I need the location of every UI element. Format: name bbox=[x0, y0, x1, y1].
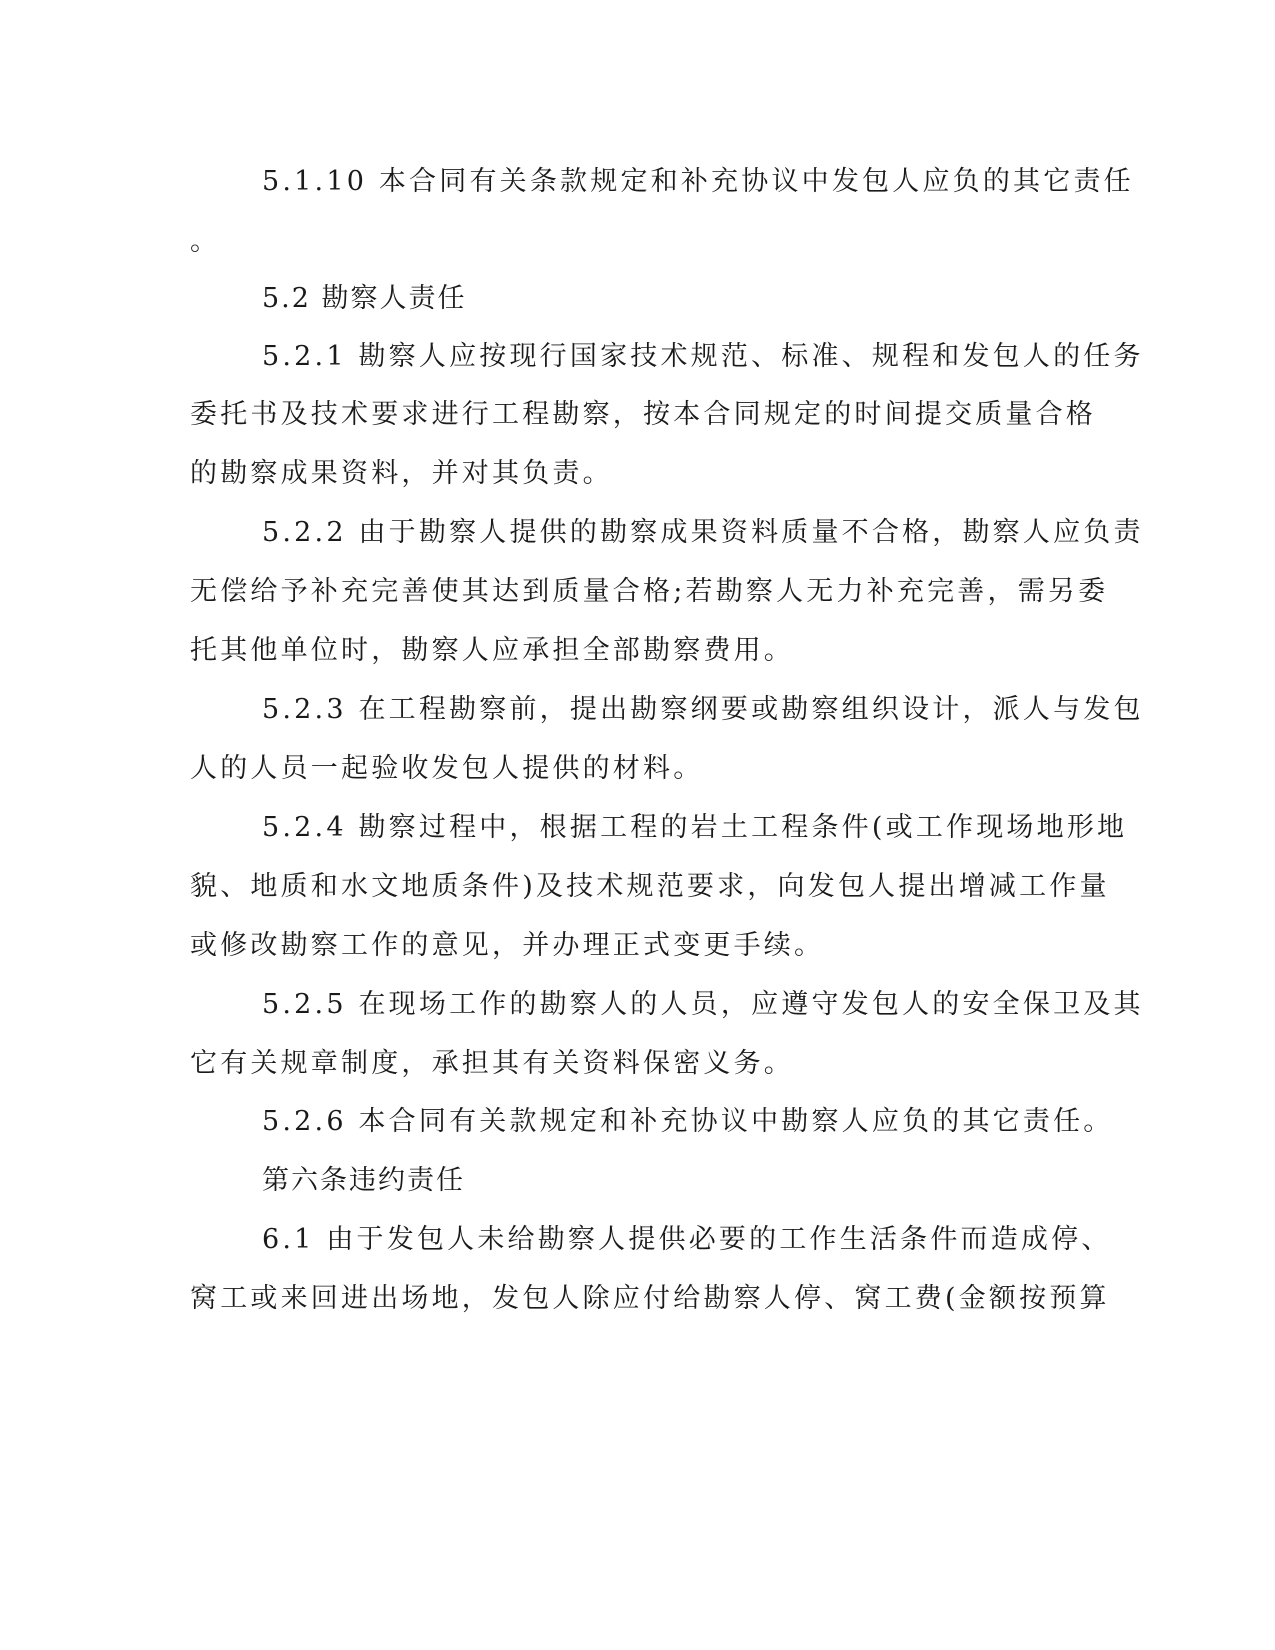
text-line-5-2-5-cont: 它有关规章制度，承担其有关资料保密义务。 bbox=[190, 1048, 794, 1079]
text-line-5-2-3: 5.2.3 在工程勘察前，提出勘察纲要或勘察组织设计，派人与发包 bbox=[262, 694, 1144, 725]
section-heading-article-6: 第六条违约责任 bbox=[262, 1165, 465, 1196]
text-line-6-1: 6.1 由于发包人未给勘察人提供必要的工作生活条件而造成停、 bbox=[262, 1224, 1112, 1255]
text-line-5-2-4-cont-2: 或修改勘察工作的意见，并办理正式变更手续。 bbox=[190, 930, 825, 961]
section-heading-5-2: 5.2 勘察人责任 bbox=[262, 283, 467, 314]
text-line-5-2-6: 5.2.6 本合同有关款规定和补充协议中勘察人应负的其它责任。 bbox=[262, 1106, 1114, 1137]
text-line-5-2-1-cont-1: 委托书及技术要求进行工程勘察，按本合同规定的时间提交质量合格 bbox=[190, 399, 1096, 430]
text-line-5-1-10: 5.1.10 本合同有关条款规定和补充协议中发包人应负的其它责任 bbox=[262, 166, 1134, 197]
text-line-6-1-cont: 窝工或来回进出场地，发包人除应付给勘察人停、窝工费(金额按预算 bbox=[190, 1283, 1110, 1314]
text-line-5-2-2: 5.2.2 由于勘察人提供的勘察成果资料质量不合格，勘察人应负责 bbox=[262, 517, 1144, 548]
text-line-5-2-4-cont-1: 貌、地质和水文地质条件)及技术规范要求，向发包人提出增减工作量 bbox=[190, 871, 1110, 902]
text-line-5-2-1: 5.2.1 勘察人应按现行国家技术规范、标准、规程和发包人的任务 bbox=[262, 341, 1144, 372]
text-line-5-2-1-cont-2: 的勘察成果资料，并对其负责。 bbox=[190, 458, 613, 489]
text-line-5-2-2-cont-1: 无偿给予补充完善使其达到质量合格;若勘察人无力补充完善，需另委 bbox=[190, 576, 1109, 607]
text-line-5-2-5: 5.2.5 在现场工作的勘察人的人员，应遵守发包人的安全保卫及其 bbox=[262, 989, 1144, 1020]
text-line-5-2-4: 5.2.4 勘察过程中，根据工程的岩土工程条件(或工作现场地形地 bbox=[262, 812, 1128, 843]
text-line-5-2-2-cont-2: 托其他单位时，勘察人应承担全部勘察费用。 bbox=[190, 635, 794, 666]
text-line-5-2-3-cont: 人的人员一起验收发包人提供的材料。 bbox=[190, 753, 704, 784]
text-line-5-1-10-cont: 。 bbox=[190, 226, 221, 257]
